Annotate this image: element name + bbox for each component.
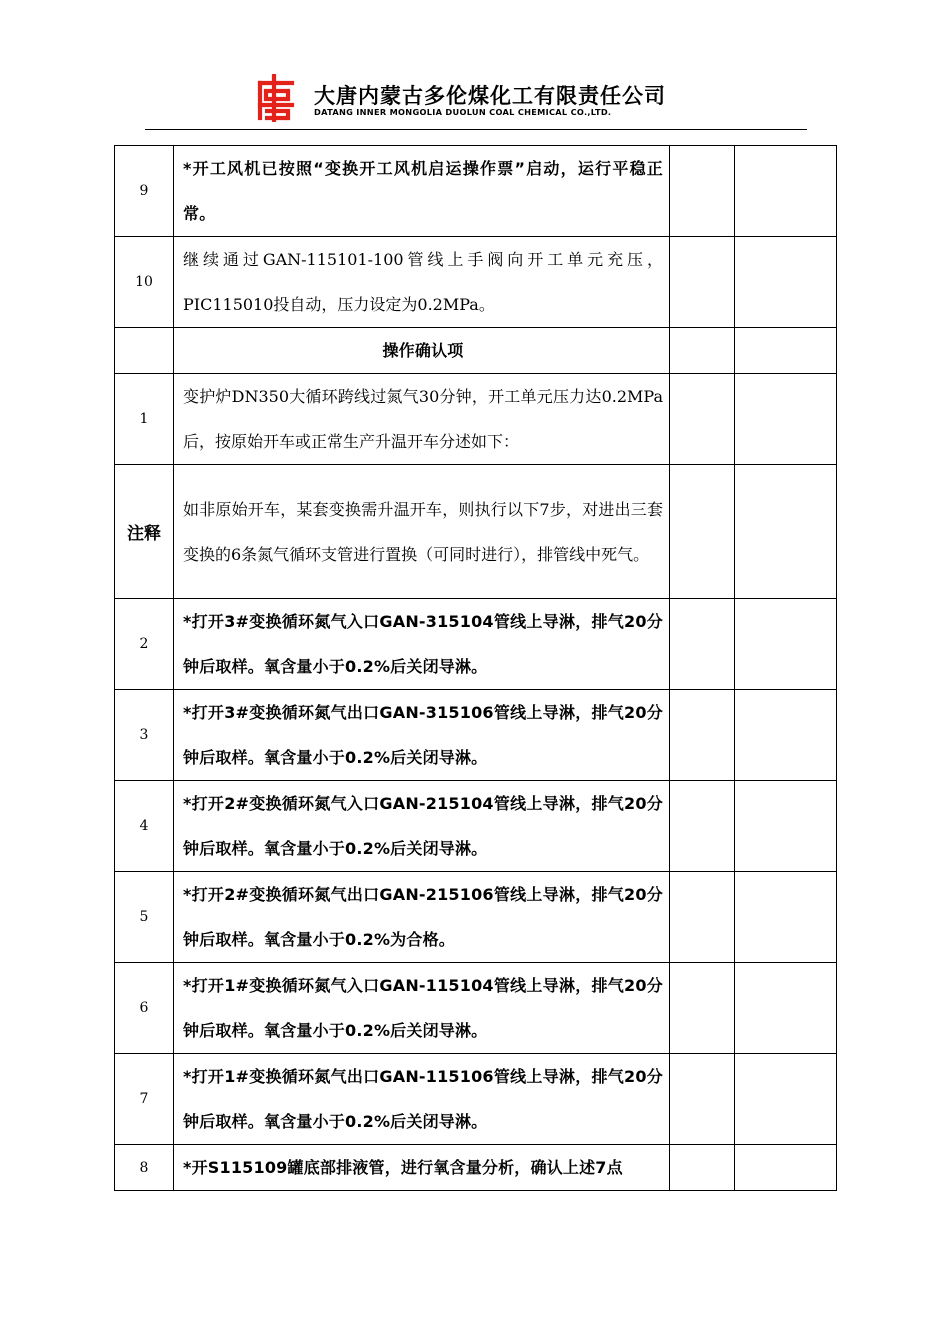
step-number: 1 (115, 374, 174, 465)
table-row (115, 1145, 837, 1191)
table-row (115, 465, 837, 599)
signature-cell (735, 1054, 837, 1145)
table-row (115, 237, 837, 328)
step-description: *打开2#变换循环氮气出口GAN-215106管线上导淋，排气20分钟后取样。氧含量小于0.2%为合格。 (174, 872, 670, 963)
step-description: *打开3#变换循环氮气出口GAN-315106管线上导淋，排气20分钟后取样。氧含量小于0.2%后关闭导淋。 (174, 690, 670, 781)
table-row (115, 781, 837, 872)
section-heading: 操作确认项 (174, 328, 670, 374)
step-description: 继续通过GAN-115101-100管线上手阀向开工单元充压，PIC115010投自动，压力设定为0.2MPa。 (174, 237, 670, 328)
check-cell (670, 146, 735, 237)
check-cell (670, 465, 735, 599)
table-row (115, 328, 837, 374)
table-row (115, 1054, 837, 1145)
signature-cell (735, 690, 837, 781)
step-number: 3 (115, 690, 174, 781)
check-cell (670, 690, 735, 781)
note-label: 注释 (115, 465, 174, 599)
step-description: *开工风机已按照“变换开工风机启运操作票”启动，运行平稳正常。 (174, 146, 670, 237)
signature-cell (735, 374, 837, 465)
signature-cell (735, 1145, 837, 1191)
step-description: *打开3#变换循环氮气入口GAN-315104管线上导淋，排气20分钟后取样。氧含量小于0.2%后关闭导淋。 (174, 599, 670, 690)
note-description: 如非原始开车，某套变换需升温开车，则执行以下7步，对进出三套变换的6条氮气循环支管进行置换（可同时进行），排管线中死气。 (174, 465, 670, 599)
step-description: *打开1#变换循环氮气入口GAN-115104管线上导淋，排气20分钟后取样。氧含量小于0.2%后关闭导淋。 (174, 963, 670, 1054)
step-number: 8 (115, 1145, 174, 1191)
header-divider (145, 129, 807, 130)
step-description: *打开2#变换循环氮气入口GAN-215104管线上导淋，排气20分钟后取样。氧含量小于0.2%后关闭导淋。 (174, 781, 670, 872)
step-number: 10 (115, 237, 174, 328)
signature-cell (735, 963, 837, 1054)
table-row (115, 599, 837, 690)
signature-cell (735, 237, 837, 328)
step-number: 9 (115, 146, 174, 237)
signature-cell (735, 781, 837, 872)
document-header (0, 0, 950, 135)
step-description: 变护炉DN350大循环跨线过氮气30分钟，开工单元压力达0.2MPa后，按原始开车或正常生产升温开车分述如下： (174, 374, 670, 465)
signature-cell (735, 146, 837, 237)
step-description: *打开1#变换循环氮气出口GAN-115106管线上导淋，排气20分钟后取样。氧含量小于0.2%后关闭导淋。 (174, 1054, 670, 1145)
check-cell (670, 963, 735, 1054)
signature-cell (735, 328, 837, 374)
signature-cell (735, 599, 837, 690)
check-cell (670, 599, 735, 690)
step-number (115, 328, 174, 374)
table-row (115, 690, 837, 781)
check-cell (670, 374, 735, 465)
check-cell (670, 1145, 735, 1191)
signature-cell (735, 465, 837, 599)
table-row (115, 963, 837, 1054)
check-cell (670, 781, 735, 872)
company-name-en: DATANG INNER MONGOLIA DUOLUN COAL CHEMICAL CO.,LTD. (314, 107, 612, 117)
step-description: *开S115109罐底部排液管，进行氧含量分析，确认上述7点 (174, 1145, 670, 1191)
step-number: 6 (115, 963, 174, 1054)
company-logo-icon (252, 74, 296, 122)
table-row (115, 146, 837, 237)
check-cell (670, 1054, 735, 1145)
step-number: 5 (115, 872, 174, 963)
step-number: 2 (115, 599, 174, 690)
check-cell (670, 872, 735, 963)
step-number: 4 (115, 781, 174, 872)
company-name-cn: 大唐内蒙古多伦煤化工有限责任公司 (314, 84, 666, 108)
check-cell (670, 237, 735, 328)
table-row (115, 872, 837, 963)
table-row (115, 374, 837, 465)
signature-cell (735, 872, 837, 963)
step-number: 7 (115, 1054, 174, 1145)
check-cell (670, 328, 735, 374)
operation-table (114, 145, 837, 1191)
